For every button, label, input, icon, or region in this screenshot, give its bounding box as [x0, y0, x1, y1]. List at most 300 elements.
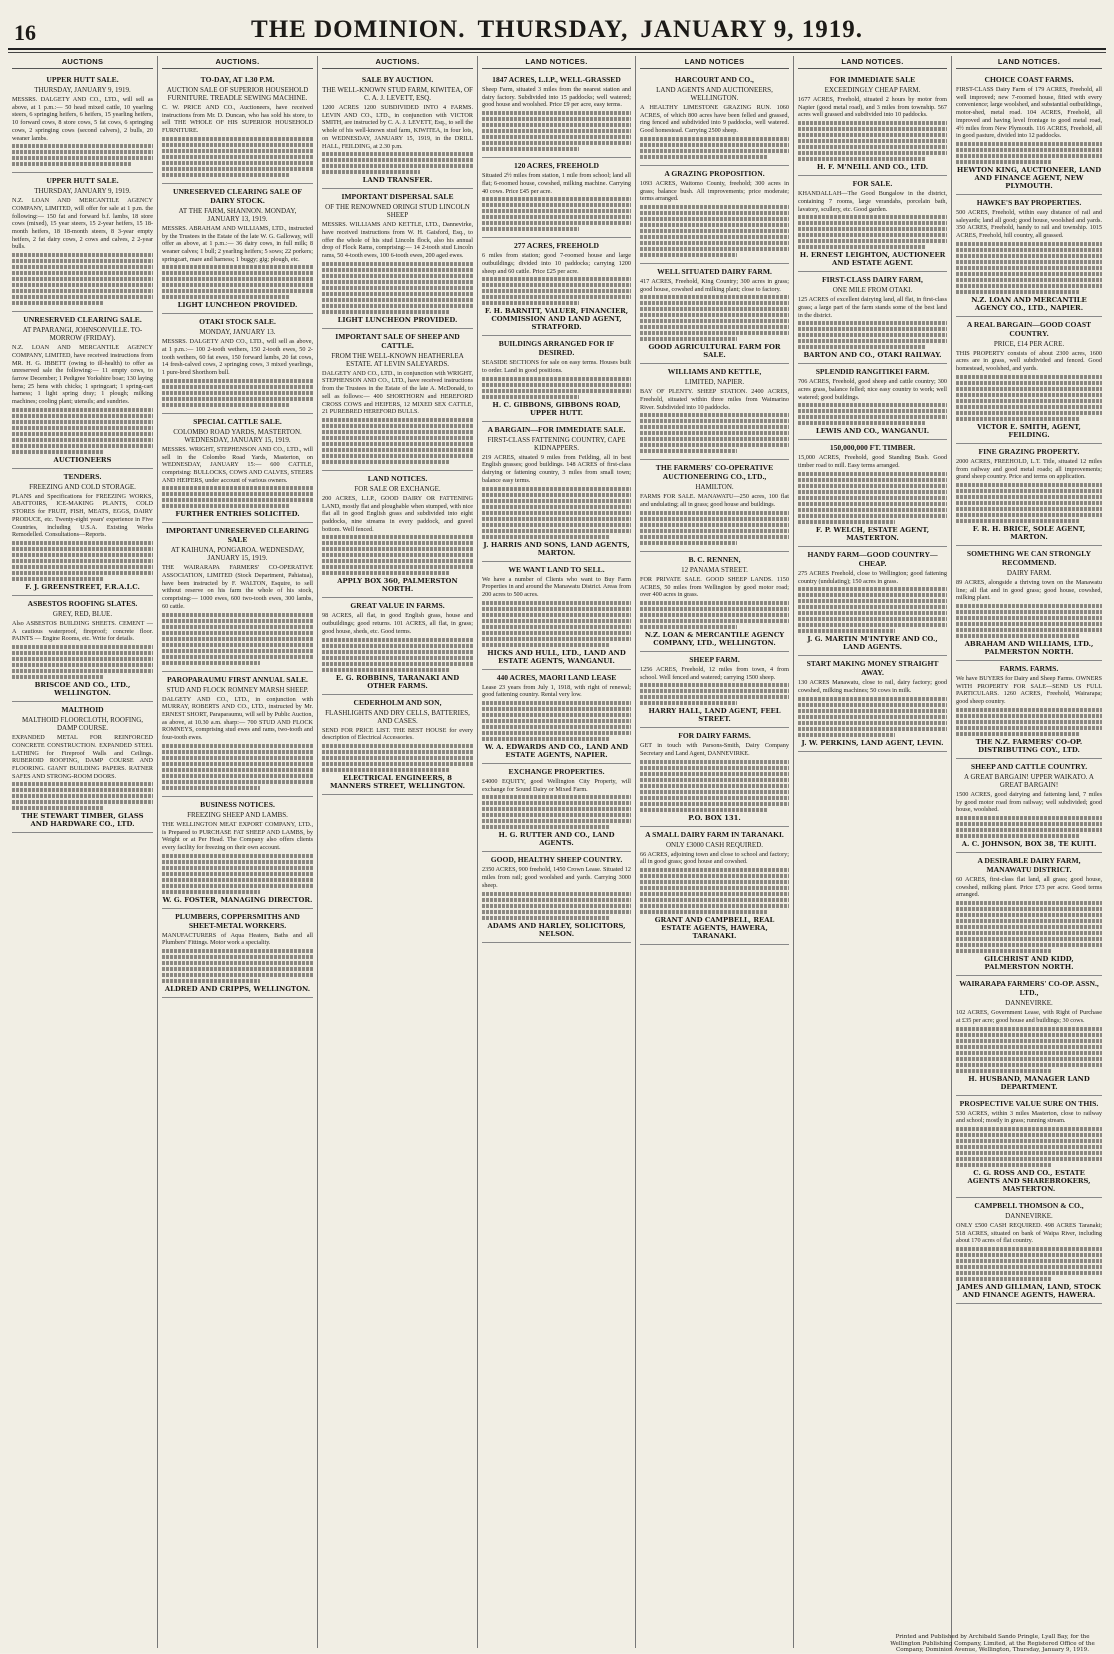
classified-ad [798, 72, 947, 176]
fine-print-line [12, 577, 104, 581]
fine-print-line [162, 283, 313, 287]
fine-print-line [956, 254, 1102, 258]
fine-print-line [956, 708, 1102, 712]
classified-ad [798, 176, 947, 272]
ad-title: CEDERHOLM AND SON, [353, 697, 442, 707]
ad-title: WILLIAMS AND KETTLE, [667, 367, 762, 377]
fine-print-line [640, 802, 789, 806]
fine-print-line [12, 432, 153, 436]
ad-body: 66 ACRES, adjoining town and close to school and factory; all in good grass; good house and cowshed. [640, 850, 789, 866]
fine-print-line [322, 553, 473, 557]
fine-print-line [482, 215, 631, 219]
fine-print-line [956, 266, 1102, 270]
fine-print-line [12, 259, 153, 263]
fine-print-lines [322, 262, 473, 314]
fine-print-line [482, 377, 631, 381]
ad-title: START MAKING MONEY STRAIGHT AWAY. [806, 659, 939, 678]
fine-print-line [162, 866, 313, 870]
fine-print-line [956, 634, 1080, 638]
fine-print-line [482, 277, 631, 281]
ad-body: THIS PROPERTY consists of about 2300 acres, 1600 acres are in grass, well subdivided and fenced. Good homestead, woolshed, and yards. [956, 349, 1102, 373]
fine-print-line [640, 229, 789, 233]
fine-print-line [798, 339, 947, 343]
classified-ad [798, 656, 947, 751]
classified-ad [482, 764, 631, 852]
fine-print-line [482, 383, 631, 387]
ad-title: 1847 ACRES, L.I.P., WELL-GRASSED [492, 75, 621, 84]
ad-title: BUSINESS NOTICES. [200, 799, 275, 809]
fine-print-lines [322, 418, 473, 464]
ad-signature: ADAMS AND HARLEY, SOLICITORS, NELSON. [487, 921, 626, 938]
ad-body: 500 ACRES, Freehold, within easy distance of rail and saleyards; land all good; good house, woolshed and yards. 350 ACRES, Freehold, handy to rail and township. 1015 ACRES, Freehold, hill country, all grassed. [956, 208, 1102, 240]
fine-print-line [12, 553, 153, 557]
fine-print-line [322, 638, 473, 642]
classified-ad [798, 364, 947, 440]
fine-print-line [162, 397, 313, 401]
ad-signature: H. C. GIBBONS, GIBBONS ROAD, UPPER HUTT. [492, 400, 621, 417]
ad-body: 125 ACRES of excellent dairying land, all flat, in first-class grass; a large part of the farm stands some of the best land in the district. [798, 296, 947, 319]
ad-body: DALGETY AND CO., LTD., in conjunction with WRIGHT, STEPHENSON AND CO., LTD., have received instructions from the Trustees in the Estate of the late A. McDonald, to sell as follows:— 400 SHORTHORN and HEREFORD CROSS COWS and HEIFERS, 12 MIXED SEX CATTLE, 21 PUREBRED HEREFORD BULLS. [322, 369, 473, 416]
fine-print-lines [956, 1127, 1102, 1167]
ad-body: DALGETY AND CO., LTD., in conjunction with MURRAY, ROBERTS AND CO., LTD., instructed by Mr. ERNEST SHORT, Paraparaumu, will sell by Public Auction, as above, at 10.30 a.m. sharp:— 700 STUD AND FLOCK ROMNEYS, comprising stud ewes and rams, two-tooth and four-tooth ewes. [162, 695, 313, 742]
fine-print-lines [640, 760, 789, 812]
ad-title: FOR IMMEDIATE SALE [829, 75, 916, 84]
ad-subtitle: AT KAIHUNA, PONGAROA. WEDNESDAY, JANUARY 15, 1919. [170, 546, 305, 563]
fine-print-line [162, 786, 260, 790]
fine-print-line [956, 604, 1102, 608]
classified-ad [322, 189, 473, 329]
ad-subtitle: AT THE FARM, SHANNON. MONDAY, JANUARY 13, 1919. [178, 206, 297, 223]
ad-body: £4000 EQUITY, good Wellington City Property, will exchange for Sound Dairy or Mixed Farm. [482, 778, 631, 793]
ad-signature: FURTHER ENTRIES SOLICITED. [175, 510, 300, 519]
ad-signature: BRISCOE AND CO., LTD., WELLINGTON. [34, 681, 131, 698]
ad-body: FARMS FOR SALE. MANAWATU—250 acres, 100 flat and undulating; all in grass; good house and buildings. [640, 493, 789, 509]
fine-print-line [322, 262, 473, 266]
fine-print-lines [482, 111, 631, 151]
classified-ad [956, 976, 1102, 1095]
fine-print-line [162, 649, 313, 653]
fine-print-line [162, 271, 313, 275]
fine-print-line [956, 931, 1102, 935]
fine-print-line [482, 147, 579, 151]
fine-print-line [956, 622, 1102, 626]
ad-signature: GILCHRIST AND KIDD, PALMERSTON NORTH. [984, 955, 1074, 972]
fine-print-lines [482, 377, 631, 399]
fine-print-lines [162, 379, 313, 407]
ad-subtitle: FOR SALE OR EXCHANGE. [354, 484, 441, 493]
fine-print-lines [482, 892, 631, 920]
fine-print-line [798, 127, 947, 131]
ad-title: UPPER HUTT SALE. [46, 176, 119, 186]
fine-print-lines [640, 413, 789, 453]
ad-title: UNRESERVED CLEARING SALE. [23, 315, 142, 325]
fine-print-line [640, 155, 767, 159]
fine-print-line [482, 916, 609, 920]
fine-print-line [162, 979, 260, 983]
fine-print-line [956, 1057, 1102, 1061]
ad-signature: APPLY BOX 360, PALMERSTON NORTH. [337, 577, 458, 594]
ad-signature: VICTOR E. SMITH, AGENT, FEILDING. [977, 422, 1081, 439]
fine-print-line [956, 1051, 1102, 1055]
fine-print-line [956, 405, 1102, 409]
ad-signature: LEWIS AND CO., WANGANUI. [815, 427, 930, 436]
fine-print-line [322, 280, 473, 284]
classified-ad [162, 909, 313, 998]
fine-print-line [12, 414, 153, 418]
ad-title: IMPORTANT DISPERSAL SALE [341, 192, 454, 202]
fine-print-line [482, 535, 609, 539]
ad-subtitle: AT PAPARANGI, JOHNSONVILLE. TO-MORROW (FRIDAY). [22, 326, 143, 343]
fine-print-line [482, 910, 631, 914]
ad-signature: F. H. BARNITT, VALUER, FINANCIER, COMMISSION AND LAND AGENT, STRATFORD. [484, 307, 629, 332]
fine-print-line [162, 631, 313, 635]
ad-subtitle: FREEZING SHEEP AND LAMBS. [187, 810, 288, 819]
fine-print-line [640, 211, 789, 215]
fine-print-line [798, 239, 947, 243]
ad-signature: H. F. M'NEILL AND CO., LTD. [816, 163, 929, 172]
fine-print-line [956, 142, 1102, 146]
fine-print-line [482, 295, 631, 299]
classified-ad [640, 72, 789, 166]
ad-body: MESSRS. DALGETY AND CO., LTD., will sell as above, at 1 p.m.:— 50 head mixed cattle, 10 yearling steers, 6 springing heifers, 6 heifers, 15 yearling heifers, 10 forward cows, 8 store cows, 5 fat cows, 6 springing cows, 2 springing cows (second calvers), 2 bulls, 20 weaner lambs. [12, 96, 153, 142]
fine-print-line [956, 375, 1102, 379]
fine-print-line [798, 508, 947, 512]
fine-print-lines [162, 137, 313, 177]
fine-print-line [12, 426, 153, 430]
ad-signature: H. G. RUTTER AND CO., LAND AGENTS. [498, 831, 615, 848]
ad-body: N.Z. LOAN AND MERCANTILE AGENCY COMPANY, LIMITED, will offer for sale at 1 p.m. the following:— 150 fat and forward b.f. lambs, 18 store cows (mixed), 15 year steers, 15 2-year heifers, 15 18-month heifers, 18 18-month steers, 8 3-year empty heifers, 2 fat dairy cows, 2 cows and calves, 2 2-year bulls. [12, 197, 153, 251]
fine-print-line [322, 547, 473, 551]
ad-subtitle: FREEZING AND COLD STORAGE. [29, 482, 136, 491]
fine-print-line [798, 233, 947, 237]
fine-print-lines [162, 486, 313, 508]
ad-title: SHEEP AND CATTLE COUNTRY. [970, 761, 1088, 771]
fine-print-line [482, 129, 631, 133]
fine-print-line [322, 436, 473, 440]
fine-print-line [162, 403, 290, 407]
fine-print-line [956, 1163, 1051, 1167]
fine-print-lines [798, 587, 947, 633]
fine-print-line [12, 271, 153, 275]
fine-print-line [956, 919, 1102, 923]
fine-print-line [12, 675, 104, 679]
ad-subtitle: EXCEEDINGLY CHEAP FARM. [824, 86, 921, 94]
fine-print-line [798, 215, 947, 219]
ad-signature: J. G. MARTIN M'INTYRE AND CO., LAND AGENTS. [807, 635, 938, 652]
fine-print-lines [162, 265, 313, 299]
ad-subtitle: LAND AGENTS AND AUCTIONEERS, WELLINGTON. [656, 86, 773, 102]
ad-signature: BARTON AND CO., OTAKI RAILWAY. [803, 351, 942, 360]
fine-print-line [12, 301, 104, 305]
fine-print-line [640, 868, 789, 872]
fine-print-line [322, 286, 473, 290]
ad-title: FOR SALE. [852, 179, 893, 189]
classified-ad [956, 1096, 1102, 1198]
fine-print-lines [956, 1027, 1102, 1073]
ad-title: TENDERS. [63, 471, 102, 481]
ad-signature: F. R. H. BRICE, SOLE AGENT, MARTON. [972, 524, 1086, 541]
fine-print-line [482, 737, 609, 741]
fine-print-line [12, 265, 153, 269]
fine-print-line [482, 289, 631, 293]
ad-title: UPPER HUTT SALE. [46, 75, 119, 84]
fine-print-line [956, 822, 1102, 826]
fine-print-line [162, 872, 313, 876]
fine-print-line [162, 504, 290, 508]
classified-ad [482, 852, 631, 942]
ad-title: PROSPECTIVE VALUE SURE ON THIS. [959, 1098, 1099, 1108]
ad-title: A REAL BARGAIN—GOOD COAST COUNTRY. [966, 319, 1092, 338]
fine-print-line [322, 424, 473, 428]
column-heading: LAND NOTICES. [482, 56, 631, 69]
fine-print-line [322, 768, 450, 772]
column-6 [794, 56, 952, 1648]
ad-body: 1200 ACRES 1200 SUBDIVIDED INTO 4 FARMS. LEVIN AND CO., LTD., in conjunction with VICTOR SMITH, are instructed by C. A. J. LEVETT, Esq., to sell the whole of his well-known stud farm, KIWITEA, in four lots, on WEDNESDAY, JANUARY 15, 1919, in the DRILL HALL, FEILDING, at 2.30 p.m. [322, 104, 473, 150]
fine-print-line [798, 709, 947, 713]
fine-print-line [322, 418, 473, 422]
classified-ad [640, 264, 789, 364]
classified-ad [482, 72, 631, 158]
fine-print-line [482, 203, 631, 207]
classified-ad [956, 1198, 1102, 1304]
fine-print-line [482, 111, 631, 115]
fine-print-line [640, 319, 789, 323]
fine-print-line [640, 511, 789, 515]
fine-print-lines [482, 197, 631, 231]
ad-title: 120 ACRES, FREEHOLD [513, 161, 600, 171]
fine-print-line [956, 290, 1080, 294]
ad-title: A DESIRABLE DAIRY FARM, MANAWATU DISTRICT. [977, 855, 1081, 874]
fine-print-lines [956, 375, 1102, 421]
ad-body: Also ASBESTOS BUILDING SHEETS. CEMENT — A cautious waterproof, fireproof; concrete floor. PAINTS — Engine Rooms, etc. Write for details. [12, 619, 153, 643]
fine-print-lines [640, 137, 789, 159]
ad-signature: W. G. FOSTER, MANAGING DIRECTOR. [162, 895, 313, 904]
fine-print-line [956, 901, 1102, 905]
fine-print-line [640, 235, 789, 239]
fine-print-line [798, 157, 925, 161]
classified-ad [956, 317, 1102, 444]
fine-print-line [798, 227, 947, 231]
fine-print-lines [956, 816, 1102, 838]
fine-print-line [482, 619, 631, 623]
column-heading: LAND NOTICES. [956, 56, 1102, 69]
issue-day: THURSDAY, [477, 16, 629, 43]
ad-title: FOR DAIRY FARMS. [678, 731, 751, 741]
fine-print-line [640, 808, 767, 812]
ad-signature: J. HARRIS AND SONS, LAND AGENTS, MARTON. [483, 540, 630, 557]
fine-print-line [798, 121, 947, 125]
fine-print-lines [12, 782, 153, 810]
ad-body: EXPANDED METAL FOR REINFORCED CONCRETE CONSTRUCTION. EXPANDED STEEL LATHING for Fireproof Walls and Ceilings. RUBEROID ROOFING, DAMP COURSE AND FLOORING. GIANT BUILDING PAPERS. RATNER SAFES AND STRONG-ROOM DOORS. [12, 734, 153, 780]
fine-print-line [162, 756, 313, 760]
fine-print-line [798, 245, 925, 249]
fine-print-lines [322, 152, 473, 174]
fine-print-line [798, 514, 947, 518]
ad-signature: GRANT AND CAMPBELL, REAL ESTATE AGENTS, HAWERA, TARANAKI. [654, 916, 775, 941]
fine-print-line [162, 391, 313, 395]
fine-print-line [12, 788, 153, 792]
classified-ad [640, 827, 789, 945]
ad-subtitle: GREY, RED, BLUE. [52, 609, 113, 618]
fine-print-line [322, 644, 473, 648]
classified-ad [322, 72, 473, 189]
classified-ad [640, 728, 789, 826]
ad-subtitle: FIRST-CLASS FATTENING COUNTRY, CAPE KIDNAPPERS. [487, 435, 626, 452]
fine-print-lines [798, 403, 947, 425]
fine-print-line [162, 137, 313, 141]
fine-print-line [798, 703, 947, 707]
fine-print-line [956, 1027, 1102, 1031]
fine-print-line [322, 750, 473, 754]
fine-print-line [482, 499, 631, 503]
ad-signature: P.O. BOX 131. [688, 813, 741, 822]
ad-title: PLUMBERS, COPPERSMITHS AND SHEET-METAL WORKERS. [175, 911, 300, 930]
ad-subtitle: THE WELL-KNOWN STUD FARM, KIWITEA, OF C. A. J. LEVETT, ESQ. [322, 86, 473, 102]
fine-print-lines [956, 1247, 1102, 1281]
fine-print-line [322, 442, 473, 446]
ad-subtitle: DAIRY FARM. [1006, 568, 1052, 577]
fine-print-line [322, 454, 473, 458]
fine-print-line [322, 152, 473, 156]
column-7 [952, 56, 1106, 1648]
fine-print-line [482, 613, 631, 617]
fine-print-line [798, 415, 947, 419]
fine-print-line [162, 289, 313, 293]
fine-print-line [640, 307, 789, 311]
classified-ad [956, 546, 1102, 661]
column-3 [318, 56, 478, 1648]
fine-print-line [482, 892, 631, 896]
ad-signature: H. HUSBAND, MANAGER LAND DEPARTMENT. [968, 1074, 1090, 1091]
fine-print-line [640, 625, 737, 629]
fine-print-line [798, 593, 947, 597]
fine-print-line [640, 790, 789, 794]
fine-print-line [798, 221, 947, 225]
fine-print-line [482, 725, 631, 729]
fine-print-line [956, 519, 1080, 523]
fine-print-line [798, 623, 947, 627]
column-1 [8, 56, 158, 1648]
fine-print-line [640, 778, 789, 782]
classified-ad [322, 695, 473, 795]
fine-print-line [162, 295, 290, 299]
fine-print-line [12, 782, 153, 786]
fine-print-line [956, 411, 1102, 415]
fine-print-lines [956, 142, 1102, 164]
fine-print-line [956, 610, 1102, 614]
fine-print-line [640, 613, 789, 617]
fine-print-lines [12, 408, 153, 454]
fine-print-line [482, 813, 631, 817]
ad-body: 6 miles from station; good 7-roomed house and large outbuildings; divided into 10 paddocks; carrying 1200 sheep and 60 cattle. Price £25 per acre. [482, 252, 631, 275]
fine-print-line [482, 523, 631, 527]
fine-print-line [12, 438, 153, 442]
fine-print-line [640, 880, 789, 884]
ad-body: 219 ACRES, situated 9 miles from Feilding, all in best English grasses; good buildings. 148 ACRES of first-class dairying or fattening country, 3 miles from small town; balance easy terms. [482, 453, 631, 484]
ad-subtitle: HAMILTON. [695, 483, 734, 492]
ad-signature: N.Z. LOAN AND MERCANTILE AGENCY CO., LTD., NAPIER. [971, 295, 1087, 312]
fine-print-lines [798, 121, 947, 161]
column-heading: LAND NOTICES [640, 56, 789, 69]
ad-body: 1500 ACRES, good dairying and fattening land, 7 miles by good motor road from railway; well subdivided; good house, woolshed. [956, 790, 1102, 814]
fine-print-line [162, 655, 313, 659]
ad-body: SEND FOR PRICE LIST. THE BEST HOUSE for every description of Electrical Accessories. [322, 726, 473, 742]
ad-title: A SMALL DAIRY FARM IN TARANAKI. [645, 829, 784, 839]
fine-print-line [162, 949, 313, 953]
fine-print-line [12, 144, 153, 148]
ad-subtitle: DANNEVIRKE. [1005, 1211, 1053, 1220]
ad-subtitle: OF THE RENOWNED ORINGI STUD LINCOLN SHEEP [325, 203, 470, 220]
ad-signature: LIGHT LUNCHEON PROVIDED. [177, 301, 298, 310]
page-number: 16 [14, 20, 36, 45]
fine-print-line [640, 325, 789, 329]
ad-signature: F. J. GREENSTREET, F.R.A.I.C. [25, 582, 140, 591]
fine-print-line [640, 892, 789, 896]
fine-print-line [640, 523, 789, 527]
fine-print-line [12, 408, 153, 412]
fine-print-lines [12, 645, 153, 679]
fine-print-line [640, 535, 789, 539]
classified-ad [640, 166, 789, 264]
fine-print-lines [482, 795, 631, 829]
fine-print-line [322, 650, 473, 654]
column-heading: AUCTIONS. [322, 56, 473, 69]
fine-print-line [798, 629, 895, 633]
ad-title: WELL SITUATED DAIRY FARM. [657, 266, 772, 276]
fine-print-line [162, 884, 313, 888]
fine-print-line [322, 448, 473, 452]
ad-body: We have a number of Clients who want to Buy Farm Properties in and around the Manawatu District. Areas from 200 acres to 500 acres. [482, 575, 631, 598]
ad-signature: HICKS AND HULL, LTD., LAND AND ESTATE AGENTS, WANGANUI. [487, 648, 626, 665]
fine-print-line [956, 154, 1102, 158]
fine-print-line [12, 283, 153, 287]
fine-print-line [162, 161, 313, 165]
ad-title: FINE GRAZING PROPERTY. [978, 446, 1080, 456]
ad-title: IMPORTANT UNRESERVED CLEARING SALE [165, 526, 310, 545]
masthead-rule [8, 52, 1106, 53]
fine-print-line [162, 486, 313, 490]
ad-title: GREAT VALUE IN FARMS. [350, 601, 445, 611]
fine-print-line [798, 421, 925, 425]
fine-print-line [640, 601, 789, 605]
fine-print-line [12, 800, 153, 804]
fine-print-line [482, 701, 631, 705]
fine-print-line [798, 151, 947, 155]
fine-print-line [956, 1265, 1102, 1269]
fine-print-line [12, 651, 153, 655]
ad-body: 60 ACRES, first-class flat land, all grass; good house, cowshed, milking plant. Price £73 per acre. Good terms arranged. [956, 875, 1102, 899]
fine-print-line [12, 450, 104, 454]
ad-body: ONLY £500 CASH REQUIRED. 498 ACRES Taranaki; 518 ACRES, situated on bank of Waipa River, including about 170 acres of flat country. [956, 1221, 1102, 1245]
ad-body: 530 ACRES, within 3 miles Masterton, close to railway and school; mostly in grass; running stream. [956, 1109, 1102, 1125]
fine-print-line [640, 874, 789, 878]
columns-container [8, 56, 1106, 1648]
fine-print-line [322, 535, 473, 539]
fine-print-line [162, 265, 313, 269]
fine-print-line [322, 164, 473, 168]
fine-print-lines [798, 697, 947, 737]
classified-ad [640, 364, 789, 460]
fine-print-line [956, 907, 1102, 911]
fine-print-line [322, 298, 473, 302]
ad-title: ASBESTOS ROOFING SLATES. [27, 598, 138, 608]
ad-title: FARMS. FARMS. [999, 664, 1059, 674]
fine-print-line [956, 483, 1102, 487]
ad-title: B. C. RENNEN, [688, 554, 741, 564]
classified-ad [956, 195, 1102, 317]
ad-body: 200 ACRES, L.I.P., GOOD DAIRY OR FATTENING LAND, mostly flat and ploughable when stumped, with nice flat all in good English grass and subdivided into eight paddocks, nine streams in every paddock, and gravel bottom. Well fenced. [322, 494, 473, 533]
ad-signature: HARRY HALL, LAND AGENT, FEEL STREET. [648, 707, 781, 724]
